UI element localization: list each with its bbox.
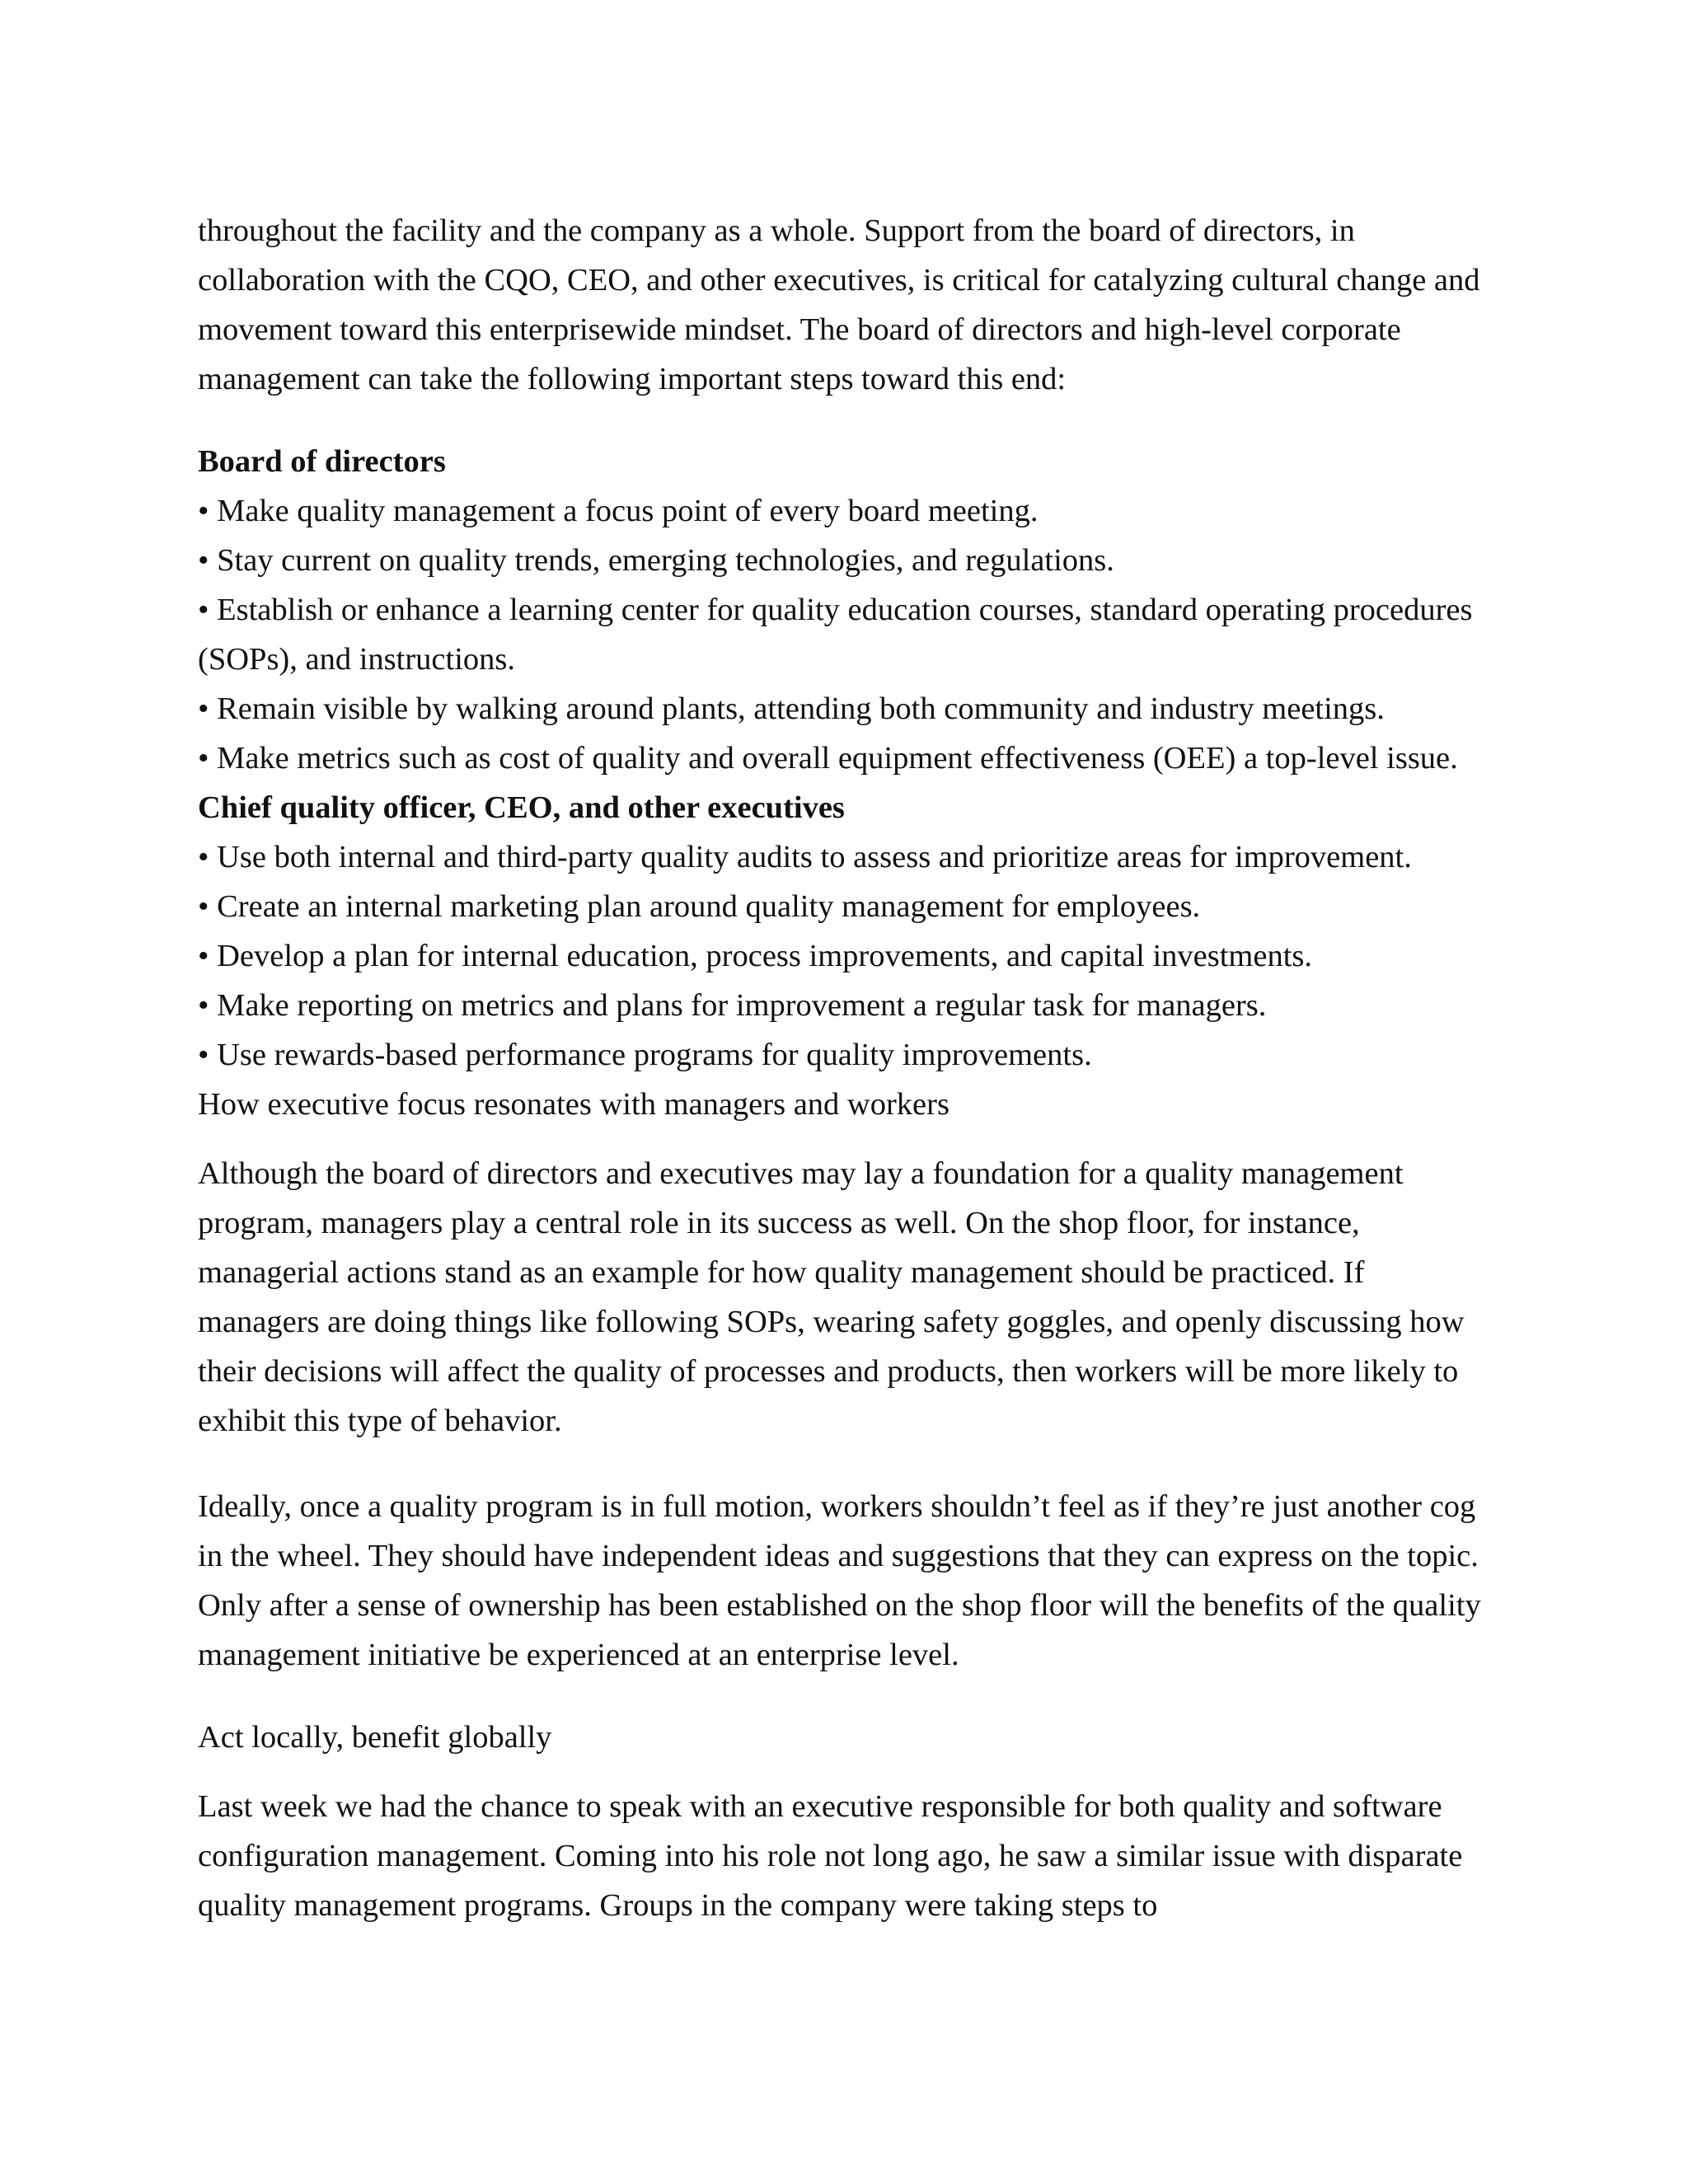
exec-bullet-2: • Create an internal marketing plan around quality management for employees.	[198, 889, 1201, 924]
board-bullet-5: • Make metrics such as cost of quality and overall equipment effectiveness (OEE) a top-level issue.	[198, 741, 1458, 776]
document-page	[198, 206, 1484, 1930]
exec-bullet-5: • Use rewards-based performance programs for quality improvements.	[198, 1038, 1092, 1072]
managers-paragraph-1: Although the board of directors and executives may lay a foundation for a quality management program, managers play a central role in its success as well. On the shop floor, for instance, managerial actions stand as an example for how quality management should be practiced. If managers are doing things like following SOPs, wearing safety goggles, and openly discussing how their decisions will affect the quality of processes and products, then workers will be more likely to exhibit this type of behavior.	[198, 1156, 1465, 1438]
managers-heading: How executive focus resonates with managers and workers	[198, 1087, 950, 1122]
board-heading: Board of directors	[198, 444, 446, 479]
board-bullet-4: • Remain visible by walking around plants, attending both community and industry meetings.	[198, 691, 1385, 726]
managers-paragraph-2: Ideally, once a quality program is in full motion, workers shouldn’t feel as if they’re just another cog in the wheel. They should have independent ideas and suggestions that they can express on the topic. Only after a sense of ownership has been established on the shop floor will the benefits of the quality management initiative be experienced at an enterprise level.	[198, 1489, 1481, 1672]
exec-heading: Chief quality officer, CEO, and other executives	[198, 790, 845, 825]
exec-bullet-3: • Develop a plan for internal education, process improvements, and capital investments.	[198, 939, 1313, 973]
act-heading: Act locally, benefit globally	[198, 1720, 552, 1755]
exec-bullet-1: • Use both internal and third-party quality audits to assess and prioritize areas for improvement.	[198, 840, 1412, 874]
board-bullet-2: • Stay current on quality trends, emerging technologies, and regulations.	[198, 543, 1114, 578]
board-bullet-1: • Make quality management a focus point of every board meeting.	[198, 494, 1039, 528]
exec-bullet-4: • Make reporting on metrics and plans for improvement a regular task for managers.	[198, 988, 1267, 1023]
intro-paragraph: throughout the facility and the company as a whole. Support from the board of directors, in collaboration with the CQO, CEO, and other executives, is critical for catalyzing cultural change and movement toward this enterprisewide mindset. The board of directors and high-level corporate management can take the following important steps toward this end:	[198, 213, 1480, 396]
act-paragraph: Last week we had the chance to speak with an executive responsible for both quality and software configuration management. Coming into his role not long ago, he saw a similar issue with disparate quality management programs. Groups in the company were taking steps to	[198, 1789, 1463, 1923]
board-bullet-3: • Establish or enhance a learning center for quality education courses, standard operating procedures (SOPs), and instructions.	[198, 593, 1473, 677]
